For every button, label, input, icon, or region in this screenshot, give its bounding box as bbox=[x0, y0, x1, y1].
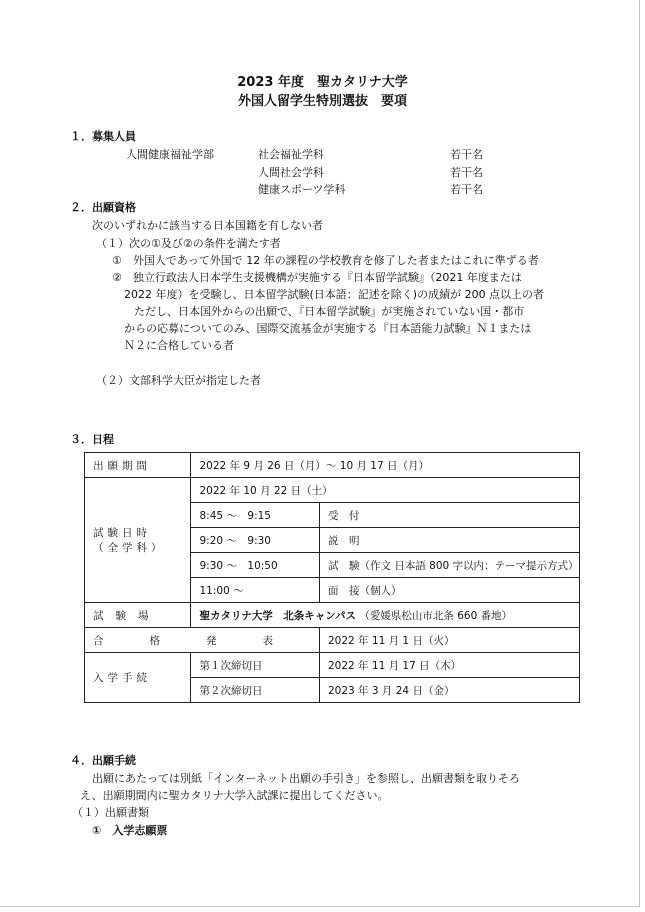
enrollment-deadline: 第２次締切日 bbox=[191, 678, 320, 703]
dept-count: 若干名 bbox=[450, 148, 483, 161]
document-item: ① 入学志願票 bbox=[92, 824, 168, 837]
enrollment-label: 入学手続 bbox=[85, 653, 191, 703]
documents-heading: （１）出願書類 bbox=[72, 806, 149, 819]
eligibility-item1: （１）次の①及び②の条件を満たす者 bbox=[96, 237, 281, 250]
dept-count: 若干名 bbox=[450, 166, 483, 179]
exam-date: 2022 年 10 月 22 日（土） bbox=[191, 478, 579, 503]
result-label-text: 合格発表 bbox=[93, 634, 319, 647]
exam-activity: 面 接（個人） bbox=[320, 578, 580, 603]
eligibility-item2: （２）文部科学大臣が指定した者 bbox=[96, 374, 261, 387]
table-row bbox=[85, 653, 580, 678]
table-row bbox=[85, 478, 580, 503]
section3-heading: ３．日程 bbox=[70, 433, 114, 446]
eligibility-item1-b: ② 独立行政法人日本学生支援機構が実施する『日本留学試験』（2021 年度または bbox=[112, 271, 522, 284]
eligibility-item1-b: からの応募についてのみ、国際交流基金が実施する『日本語能力試験』Ｎ１または bbox=[124, 322, 532, 335]
exam-activity: 試 験（作文 日本語 800 字以内：テーマ提示方式） bbox=[320, 553, 580, 578]
venue-name: 聖カタリナ大学 北条キャンパス bbox=[199, 609, 357, 622]
eligibility-item1-b: Ｎ２に合格している者 bbox=[124, 339, 234, 352]
procedure-paragraph: 出願にあたっては別紙「インターネット出願の手引き」を参照し、出願書類を取りそろ bbox=[92, 772, 521, 785]
venue-cell bbox=[191, 603, 579, 628]
eligibility-item1-b: ただし、日本国外からの出願で、『日本留学試験』が実施されていない国・都市 bbox=[134, 305, 525, 318]
venue-address: （愛媛県松山市北条 660 番地） bbox=[359, 609, 513, 622]
exam-time: 9:30 ～ 10:50 bbox=[191, 553, 320, 578]
enrollment-deadline: 第１次締切日 bbox=[191, 653, 320, 678]
exam-datetime-label-line1: 試験日時 bbox=[93, 527, 151, 539]
dept-name: 健康スポーツ学科 bbox=[258, 183, 346, 196]
document-subtitle: 外国人留学生特別選抜 要項 bbox=[237, 94, 407, 109]
table-row bbox=[85, 453, 580, 478]
section1-heading: １．募集人員 bbox=[70, 130, 136, 143]
result-label bbox=[85, 628, 320, 653]
schedule-table bbox=[84, 452, 580, 703]
result-value: 2022 年 11 月 1 日（火） bbox=[320, 628, 580, 653]
document-title: 2023 年度 聖カタリナ大学 bbox=[237, 75, 408, 90]
dept-name: 人間社会学科 bbox=[258, 166, 324, 179]
application-period-label: 出願期間 bbox=[85, 453, 191, 478]
exam-activity: 受 付 bbox=[320, 503, 580, 528]
procedure-paragraph: え、出願期間内に聖カタリナ大学入試課に提出してください。 bbox=[80, 789, 389, 802]
enrollment-date: 2023 年 3 月 24 日（金） bbox=[320, 678, 580, 703]
section4-heading: ４．出願手続 bbox=[70, 754, 136, 767]
exam-datetime-label bbox=[85, 478, 191, 603]
enrollment-date: 2022 年 11 月 17 日（木） bbox=[320, 653, 580, 678]
faculty-name: 人間健康福祉学部 bbox=[126, 148, 214, 161]
exam-time: 8:45 ～ 9:15 bbox=[191, 503, 320, 528]
eligibility-item1-a: ① 外国人であって外国で 12 年の課程の学校教育を修了した者またはこれに準ずる者 bbox=[112, 254, 539, 267]
table-row bbox=[85, 603, 580, 628]
eligibility-item1-b: 2022 年度）を受験し、日本留学試験(日本語：記述を除く)の成績が 200 点以上の者 bbox=[124, 288, 545, 301]
dept-name: 社会福祉学科 bbox=[258, 148, 324, 161]
dept-count: 若干名 bbox=[450, 183, 483, 196]
exam-time: 9:20 ～ 9:30 bbox=[191, 528, 320, 553]
section2-heading: ２．出願資格 bbox=[70, 201, 136, 214]
exam-datetime-label-line2: （全学科） bbox=[93, 542, 166, 554]
table-row bbox=[85, 628, 580, 653]
eligibility-intro: 次のいずれかに該当する日本国籍を有しない者 bbox=[92, 219, 323, 232]
exam-time: 11:00 ～ bbox=[191, 578, 320, 603]
venue-label: 試験場 bbox=[85, 603, 191, 628]
application-period-value: 2022 年 9 月 26 日（月）～ 10 月 17 日（月） bbox=[191, 453, 579, 478]
exam-activity: 説 明 bbox=[320, 528, 580, 553]
